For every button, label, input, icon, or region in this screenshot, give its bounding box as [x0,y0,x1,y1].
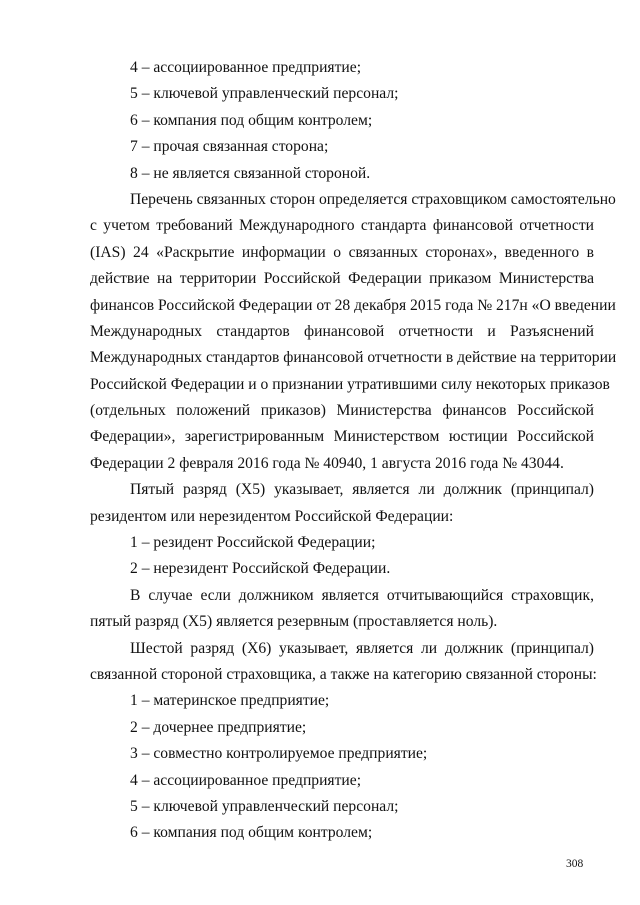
page-number: 308 [566,858,584,870]
list-item: 5 – ключевой управленческий персонал; [130,85,399,103]
paragraph-line: резидентом или нерезидентом Российской Федерации: [90,507,454,525]
paragraph-line: Федерации 2 февраля 2016 года № 40940, 1 августа 2016 года № 43044. [90,454,564,472]
list-item: 2 – нерезидент Российской Федерации. [130,560,391,578]
paragraph-line: действие на территории Российской Федерации приказом Министерства [90,270,594,288]
paragraph-line: (IAS) 24 «Раскрытие информации о связанных сторонах», введенного в [90,243,594,261]
paragraph-line: Перечень связанных сторон определяется страховщиком самостоятельно [130,190,616,208]
list-item: 2 – дочернее предприятие; [130,718,307,736]
list-item: 7 – прочая связанная сторона; [130,138,329,156]
paragraph-line: Международных стандартов финансовой отчетности и Разъяснений [90,322,594,340]
list-item: 4 – ассоциированное предприятие; [130,771,362,789]
list-item: 5 – ключевой управленческий персонал; [130,797,399,815]
list-item: 6 – компания под общим контролем; [130,824,373,842]
paragraph-line: Международных стандартов финансовой отчетности в действие на территории [90,349,617,367]
document-body [90,55,617,847]
paragraph-line: пятый разряд (Х5) является резервным (проставляется ноль). [90,613,498,631]
paragraph-line: Федерации», зарегистрированным Министерством юстиции Российской [90,428,594,446]
list-item: 4 – ассоциированное предприятие; [130,59,362,76]
list-item: 6 – компания под общим контролем; [130,111,373,129]
list-item: 8 – не является связанной стороной. [130,164,371,182]
paragraph-line: В случае если должником является отчитывающийся страховщик, [130,586,594,604]
list-item: 3 – совместно контролируемое предприятие; [130,745,428,763]
paragraph-line: (отдельных положений приказов) Министерства финансов Российской [90,402,594,420]
paragraph-line: Шестой разряд (Х6) указывает, является ли должник (принципал) [130,639,594,657]
paragraph-line: финансов Российской Федерации от 28 декабря 2015 года № 217н «О введении [90,296,616,314]
list-item: 1 – материнское предприятие; [130,692,330,710]
list-item: 1 – резидент Российской Федерации; [130,534,376,552]
paragraph-line: Пятый разряд (Х5) указывает, является ли должник (принципал) [130,481,594,499]
paragraph-line: с учетом требований Международного стандарта финансовой отчетности [90,217,594,235]
paragraph-line: Российской Федерации и о признании утратившими силу некоторых приказов [90,375,610,393]
paragraph-line: связанной стороной страховщика, а также на категорию связанной стороны: [90,665,597,683]
